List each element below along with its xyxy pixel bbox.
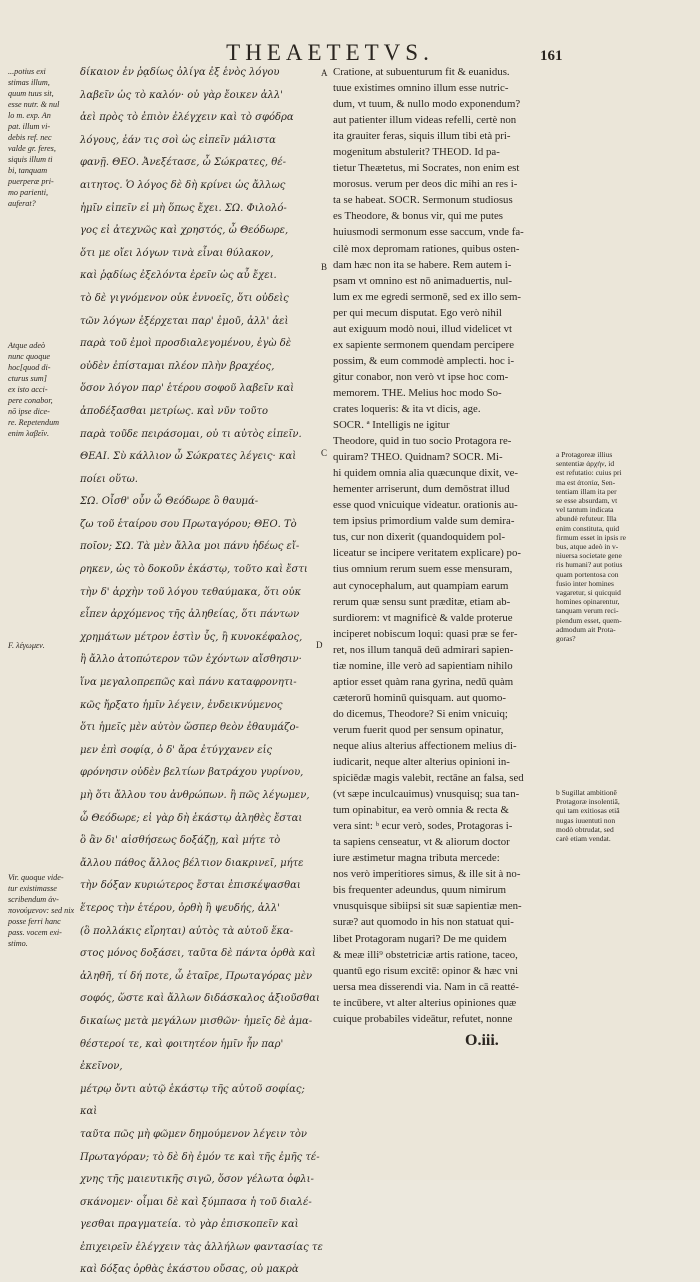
latin-text-line: morosus. verum per deos dic mihi an res i- — [333, 178, 518, 191]
greek-text-line: ποίει οὕτω. — [80, 473, 138, 485]
right-margin-note-b — [556, 788, 656, 843]
greek-text-line: παρὰ τοῦδε πειράσομαι, οὐ τι αὐτὸς εἰπεῖν. — [80, 428, 302, 440]
latin-text-line: psam vt omnino est nō animaduertis, nul- — [333, 274, 513, 287]
greek-text-line: χνης τῆς μαιευτικῆς σιγῶ, ὅσον γέλωτα ὀφλι- — [80, 1174, 314, 1186]
latin-text-line: (vt sæpe inculcauimus) vnusquisq; sua tan- — [333, 788, 520, 801]
greek-text-line: δικαίως μετὰ μεγάλων μισθῶν· ἡμεῖς δὲ ἀμα- — [80, 1015, 313, 1027]
margin-note-line: debis ref. nec — [8, 133, 52, 142]
greek-text-line: τῶν λόγων ἐξέρχεται παρ' ἐμοῦ, ἀλλ' ἀεὶ — [80, 315, 289, 327]
latin-text-line: nos verò imperitiores simus, & ille sit à no- — [333, 868, 521, 881]
latin-text-line: suræ? aut quomodo in his non statuat qui- — [333, 916, 514, 929]
margin-note-line: ex isto acci- — [8, 385, 48, 394]
margin-note-line: posse ferri hanc — [8, 917, 61, 926]
printer-signature: O.iii. — [465, 1032, 499, 1049]
greek-text-line: τὴν δόξαν κυριώτερος ἔσται ἐπισκέψασθαι — [80, 880, 301, 892]
greek-text-line: ἀεὶ πρὸς τὸ ἐπιὸν ἐλέγχειν καὶ τὸ σφόδρα — [80, 112, 294, 124]
latin-text-line: tuue existimes omnino illum esse nutric- — [333, 82, 509, 95]
latin-text-line: lum ex me egredi sermonē, sed ex illo sem- — [333, 290, 521, 303]
greek-text-line: τὴν δ' ἀρχὴν τοῦ λόγου τεθαύμακα, ὅτι οὐκ — [80, 586, 302, 598]
margin-note-line: ...potius exi — [8, 67, 46, 76]
margin-note-line: admodum ait Prota- — [556, 624, 616, 634]
greek-text-line: ἄλλου πάθος ἄλλος βέλτιον διακρινεῖ, μήτε — [80, 857, 304, 869]
margin-note-line: bus, atque adeò in v- — [556, 542, 619, 552]
greek-text-line: ὅσον λόγον παρ' ἑτέρου σοφοῦ λαβεῖν καὶ — [80, 383, 295, 395]
margin-note-line: puerperæ pri- — [8, 177, 54, 186]
latin-column — [333, 64, 548, 1027]
latin-text-line: cæterorū hominū quisquam. aut quomo- — [333, 691, 507, 704]
left-margin-note-1 — [8, 66, 80, 209]
greek-text-line: στος μόνος δοξάσει, ταῦτα δὲ πάντα ὀρθὰ καὶ — [80, 948, 316, 960]
latin-text-line: verum fuerit quod per sensum opinatur, — [333, 723, 504, 736]
left-margin-note-4 — [8, 872, 80, 949]
greek-text-line: παρὰ τοῦ ἐμοὶ προσδιαλεγομένου, ἐγὼ δὲ — [80, 338, 292, 350]
greek-text-line: ἀληθῆ, τί δή ποτε, ὦ ἑταῖρε, Πρωταγόρας μὲν — [80, 970, 313, 982]
left-margin-note-2 — [8, 340, 80, 439]
margin-note-line: quum tuus sit, — [8, 89, 54, 98]
margin-note-line: nunc quoque — [8, 352, 51, 361]
latin-text-line: hementer arriserunt, dum demōstrat illud — [333, 483, 510, 496]
margin-note-line: Atque adeò — [8, 341, 46, 350]
latin-text-line: neque alius alterius affectionem melius di- — [333, 739, 517, 752]
latin-text-line: quantū ego risum excitē: opinor & hæc vni — [333, 964, 519, 977]
margin-note-line: niuersa societate gene — [556, 551, 622, 561]
latin-text-line: crates loqueris: & ita vt dicis, age. — [333, 402, 481, 415]
latin-text-line: rerum quæ sensu sunt præditæ, etiam ab- — [333, 595, 511, 608]
latin-text-line: ta se habeat. SOCR. Sermonum studiosus — [333, 194, 513, 207]
latin-text-line: tum opinabitur, ea verò omnia & recta & — [333, 804, 509, 817]
greek-text-line: λαβεῖν ὡς τὸ καλόν· οὐ γὰρ ἔοικεν ἀλλ' — [80, 89, 283, 101]
latin-text-line: ret, nos illum tanquā deū admirari sapien- — [333, 643, 514, 656]
latin-text-line: possim, & eum commodè amplecti. hoc i- — [333, 354, 515, 367]
latin-text-line: memorem. THE. Melius hoc modo So- — [333, 386, 502, 399]
margin-note-line: homines opinarentur, — [556, 597, 620, 607]
section-mark-c: C — [321, 448, 328, 458]
greek-text-line: ἀποδέξασθαι μετρίως. καὶ νῦν τοῦτο — [80, 405, 269, 417]
latin-text-line: iure æstimetur magna tributa mercede: — [333, 852, 500, 865]
greek-text-line: καὶ ῥᾳδίως ἐξελόντα ἐρεῖν ὡς αὖ ἔχει. — [80, 270, 277, 282]
right-margin-note-a — [556, 450, 656, 643]
margin-note-line: abundè refuteur. Illa — [556, 514, 617, 524]
margin-note-line: nō ipse dice- — [8, 407, 50, 416]
margin-note-line: nugas iuuentuti non — [556, 815, 616, 825]
latin-text-line: & meæ illi⁹ obstetriciæ artis ratione, taceo, — [333, 948, 518, 961]
margin-note-line: modò obtrudat, sed — [556, 824, 614, 834]
margin-note-line: goras? — [556, 634, 576, 644]
greek-text-line: ρηκεν, ὡς τὸ δοκοῦν ἑκάστῳ, τοῦτο καὶ ἔστι — [80, 564, 308, 576]
greek-text-line: χρημάτων μέτρον ἐστὶν ὗς, ἢ κυνοκέφαλος, — [80, 631, 303, 643]
latin-text-line: tiæ nomine, ille verò ad sapientiam nihilo — [333, 659, 513, 672]
page-number: 161 — [540, 48, 563, 64]
margin-note-line: ma est ἀτοπία, Sen- — [556, 477, 616, 487]
margin-note-line: fusio inter homines — [556, 578, 614, 588]
margin-note-line: re. Repetendum — [8, 418, 60, 427]
margin-note-line: siquis illum ti — [8, 155, 53, 164]
latin-text-line: per qui mecum disputat. Ego verò nihil — [333, 306, 502, 319]
latin-text-line: SOCR. ª Intelligis ne igitur — [333, 419, 450, 432]
margin-note-line: carè etiam vendat. — [556, 834, 611, 844]
section-mark-b: B — [321, 262, 328, 272]
greek-column — [80, 62, 324, 1282]
margin-note-line: pass. vocem exi- — [8, 928, 62, 937]
greek-text-line: γεσθαι πραγματεία. τὸ γὰρ ἐπισκοπεῖν καὶ — [80, 1219, 299, 1231]
margin-note-line: stimo. — [8, 939, 28, 948]
latin-text-line: libet Protagoram nugari? De me quidem — [333, 932, 507, 945]
greek-text-line: γος εἰ ἀτεχνῶς καὶ χρηστός, ὦ Θεόδωρε, — [80, 225, 289, 237]
latin-text-line: iudicarit, neque alter alterius opinioni in- — [333, 756, 510, 769]
greek-text-line: εἶπεν ἀρχόμενος τῆς ἀληθείας, ὅτι πάντων — [80, 609, 300, 621]
latin-text-line: aptior esset quàm rana gyrina, nedū quàm — [333, 675, 514, 688]
margin-note-line: esse nutr. & nul — [8, 100, 60, 109]
margin-note-line: cturus sum] — [8, 374, 47, 383]
latin-text-line: spiciēdæ magis valebit, rectāne an falsa, sed — [333, 772, 524, 785]
margin-note-line: πονούμενον: sed nix — [8, 906, 75, 915]
latin-text-line: dum, vt tuum, & nullo modo exponendum? — [333, 98, 521, 111]
margin-note-line: se esse absurdam, vt — [556, 496, 618, 506]
latin-text-line: vera sint: ᵇ ecur verò, sodes, Protagoras i- — [333, 820, 513, 833]
margin-note-line: a Protagoreæ illius — [556, 450, 613, 459]
margin-note-line: b Sugillat ambitionē — [556, 788, 617, 797]
greek-text-line: ΘΕΑΙ. Σὺ κάλλιον ὦ Σώκρατες λέγεις· καὶ — [80, 451, 297, 463]
margin-note-line: stimas illum, — [8, 78, 50, 87]
latin-text-line: tius omnium rerum suem esse mensuram, — [333, 563, 513, 576]
latin-text-line: Cratione, at subuenturum fit & euanidus. — [333, 66, 510, 78]
latin-text-line: aut exiguum modò noui, illud videlicet vt — [333, 322, 513, 335]
latin-text-line: aut patienter illum videas refelli, certè non — [333, 114, 517, 127]
greek-text-line: ἵνα μεγαλοπρεπῶς καὶ πάνυ καταφρονητι- — [80, 677, 297, 689]
greek-text-line: σκάνομεν· οἶμαι δὲ καὶ ξύμπασα ἡ τοῦ διαλέ- — [80, 1196, 312, 1208]
greek-text-line: ἢ ἄλλο ἀτοπώτερον τῶν ἐχόντων αἴσθησιν· — [80, 654, 302, 666]
margin-note-line: scribendum ἀν- — [8, 895, 59, 904]
margin-note-line: Vir. quoque vide- — [8, 873, 64, 882]
latin-text-line: ita grauiter feras, siquis illum tibi età pri- — [333, 130, 511, 143]
greek-text-line: θέστεροί τε, καὶ φοιτητέον ἡμῖν ἦν παρ' ἐκεῖνον, — [80, 1038, 284, 1073]
margin-note-line: F. λέγωμεν. — [8, 641, 45, 650]
greek-text-line: ἐπιχειρεῖν ἐλέγχειν τὰς ἀλλήλων φαντασίας τε καὶ δόξας ὀρθὰς ἑκάστου οὔσας, οὐ μακρὰ — [80, 1241, 323, 1276]
greek-text-line: (ὃ πολλάκις εἴρηται) αὐτὸς τὰ αὑτοῦ ἕκα- — [80, 925, 294, 937]
margin-note-line: pat. illum vi- — [8, 122, 51, 131]
latin-text-line: tem ipsius primordium valde sum demira- — [333, 515, 515, 528]
latin-text-line: gitur conabor, non verò vt ipse hoc com- — [333, 370, 509, 383]
latin-text-line: ta sapiens censeatur, vt & aliorum doctor — [333, 836, 510, 849]
latin-text-line: mogenitum abstulerit? THEOD. Id pa- — [333, 146, 500, 159]
margin-note-line: auferat? — [8, 199, 36, 208]
margin-note-line: enim constituta, quid — [556, 523, 620, 533]
greek-text-line: ζω τοῦ ἑταίρου σου Πρωταγόρου; ΘΕΟ. Τὸ — [80, 518, 297, 530]
latin-text-line: liceatur se incipere veritatem explicare) po- — [333, 547, 521, 560]
latin-text-line: Theodore, quid in tuo socio Protagora re- — [333, 435, 512, 448]
latin-text-line: surdiorem: vt magnificè & valde proterue — [333, 611, 513, 624]
margin-note-line: valde gr. feres, — [8, 144, 56, 153]
latin-text-line: hi quidem omnia alia quæcunque dixit, ve- — [333, 467, 519, 480]
greek-text-line: ταῦτα πῶς μὴ φῶμεν δημούμενον λέγειν τὸν — [80, 1128, 307, 1140]
greek-text-line: φρόνησιν οὐδὲν βελτίων βατράχου γυρίνου, — [80, 767, 304, 779]
latin-text-line: huiusmodi sermonum esse saccum, vnde fa- — [333, 226, 524, 239]
margin-note-line: sententiæ ἀρχήν, id — [556, 459, 615, 469]
margin-note-line: firmum esset in ipsis re — [556, 532, 626, 542]
greek-text-line: μέτρῳ ὄντι αὐτῷ ἑκάστῳ τῆς αὐτοῦ σοφίας; καὶ — [80, 1083, 305, 1118]
margin-note-line: ris humani? aut potius — [556, 560, 623, 570]
margin-note-line: vel tantum indicata — [556, 505, 614, 515]
greek-text-line: ὦ Θεόδωρε; εἰ γὰρ δὴ ἑκάστῳ ἀληθὲς ἔσται — [80, 812, 303, 824]
latin-text-line: esse quod vnicuique videatur. orationis au- — [333, 499, 518, 512]
latin-text-line: do dicemus, Theodore? Si enim vnicuiq; — [333, 707, 508, 720]
margin-note-line: pere conabor, — [8, 396, 53, 405]
margin-note-line: qui tam exitiosas etiā — [556, 806, 620, 816]
greek-text-line: αιτητος. Ὁ λόγος δὲ δὴ κρίνει ὡς ἄλλως — [80, 179, 286, 191]
margin-note-line: tentiam illam ita per — [556, 486, 617, 496]
margin-note-line: tanquam verum reci- — [556, 606, 619, 616]
margin-note-line: est refutatio: cuius pri — [556, 468, 622, 478]
latin-text-line: ex sapiente sermonem quendam percipere — [333, 338, 515, 351]
latin-text-line: te incūbere, vt alter alterius opiniones quæ — [333, 996, 517, 1009]
margin-note-line: mo parienti, — [8, 188, 49, 197]
latin-text-line: tus, cur non dixerit (quandoquidem pol- — [333, 531, 506, 544]
greek-text-line: ὃ ἂν δι' αἰσθήσεως δοξάζῃ, καὶ μήτε τὸ — [80, 835, 281, 847]
latin-text-line: cuique probabiles videātur, refutet, nonne — [333, 1012, 513, 1025]
greek-text-line: λόγους, ἐάν τις σοὶ ὡς εἰπεῖν μάλιστα — [80, 134, 276, 146]
greek-text-line: δίκαιον ἐν ῥᾳδίως ὀλίγα ἐξ ἑνὸς λόγου — [80, 67, 280, 78]
greek-text-line: ὅτι ἡμεῖς μὲν αὐτὸν ὥσπερ θεὸν ἐθαυμάζο- — [80, 722, 299, 734]
greek-text-line: ποῖον; ΣΩ. Τὰ μὲν ἄλλα μοι πάνυ ἡδέως εἴ- — [80, 541, 300, 553]
margin-note-line: quam portentosa con — [556, 569, 619, 579]
latin-text-line: tietur Theætetus, mi Socrates, non enim est — [333, 162, 520, 175]
margin-note-line: tur existimasse — [8, 884, 57, 893]
greek-text-line: τὸ δὲ γιγνόμενον οὐκ ἐννοεῖς, ὅτι οὐδεὶς — [80, 292, 289, 304]
greek-text-line: οὐδὲν ἐπίσταμαι πλέον πλὴν βραχέος, — [80, 360, 275, 372]
running-title: THEAETETVS. — [226, 40, 434, 65]
margin-note-line: lo m. exp. An — [8, 111, 51, 120]
margin-note-line: hoc[quod di- — [8, 363, 51, 372]
greek-text-line: ἡμῖν εἰπεῖν εἰ μὴ ὅπως ἔχει. ΣΩ. Φιλολό- — [80, 202, 287, 214]
latin-text-line: aut cynocephalum, aut quampiam earum — [333, 579, 509, 592]
greek-text-line: ἕτερος τὴν ἑτέρου, ὀρθὴ ἢ ψευδής, ἀλλ' — [80, 902, 281, 914]
margin-note-line: Protagoræ insolentiā, — [556, 797, 620, 807]
greek-text-line: Πρωταγόραν; τὸ δὲ δὴ ἐμόν τε καὶ τῆς ἐμῆς τέ- — [80, 1151, 320, 1163]
margin-note-line: bi, tanquam — [8, 166, 48, 175]
greek-text-line: σοφός, ὥστε καὶ ἄλλων διδάσκαλος ἀξιοῦσθαι — [80, 993, 320, 1005]
greek-text-line: ὅτι με οἴει λόγων τινὰ εἶναι θύλακον, — [80, 247, 274, 259]
margin-note-line: enim λαβεῖν. — [8, 429, 50, 438]
section-mark-d: D — [316, 640, 323, 650]
greek-text-line: φανῇ. ΘΕΟ. Ἀνεξέτασε, ὦ Σώκρατες, θέ- — [80, 157, 286, 169]
margin-note-line: vagaretur, si quicquid — [556, 588, 621, 598]
latin-text-line: vnusquisque sibiipsi sit suæ sapientiæ men- — [333, 900, 522, 913]
latin-text-line: uersa mea disserendi via. Nam in cā reatté- — [333, 980, 519, 993]
latin-text-line: dam hæc non ita se habere. Rem autem i- — [333, 258, 512, 271]
margin-note-line: piendum esset, quem- — [556, 615, 622, 625]
greek-text-line: μεν ἐπὶ σοφίᾳ, ὁ δ' ἄρα ἐτύγχανεν εἰς — [80, 744, 273, 756]
latin-text-line: quiram? THEO. Quidnam? SOCR. Mi- — [333, 451, 503, 464]
greek-text-line: κῶς ἤρξατο ἡμῖν λέγειν, ἐνδεικνύμενος — [80, 699, 283, 711]
greek-text-line: ΣΩ. Οἶσθ' οὖν ὦ Θεόδωρε ὃ θαυμά- — [80, 496, 259, 508]
latin-text-line: bis frequenter adeundus, quum nimirum — [333, 884, 507, 897]
latin-text-line: cilè mox depromam rationes, quibus osten- — [333, 242, 520, 255]
section-mark-a: A — [321, 68, 328, 78]
greek-text-line: μὴ ὅτι ἄλλου του ἀνθρώπων. ἢ πῶς λέγωμεν, — [80, 790, 310, 801]
left-margin-note-3 — [8, 640, 80, 651]
latin-text-line: es Theodore, & bonus vir, qui me putes — [333, 210, 503, 223]
latin-text-line: inciperet nobiscum loqui: quasi præ se fer- — [333, 627, 518, 640]
